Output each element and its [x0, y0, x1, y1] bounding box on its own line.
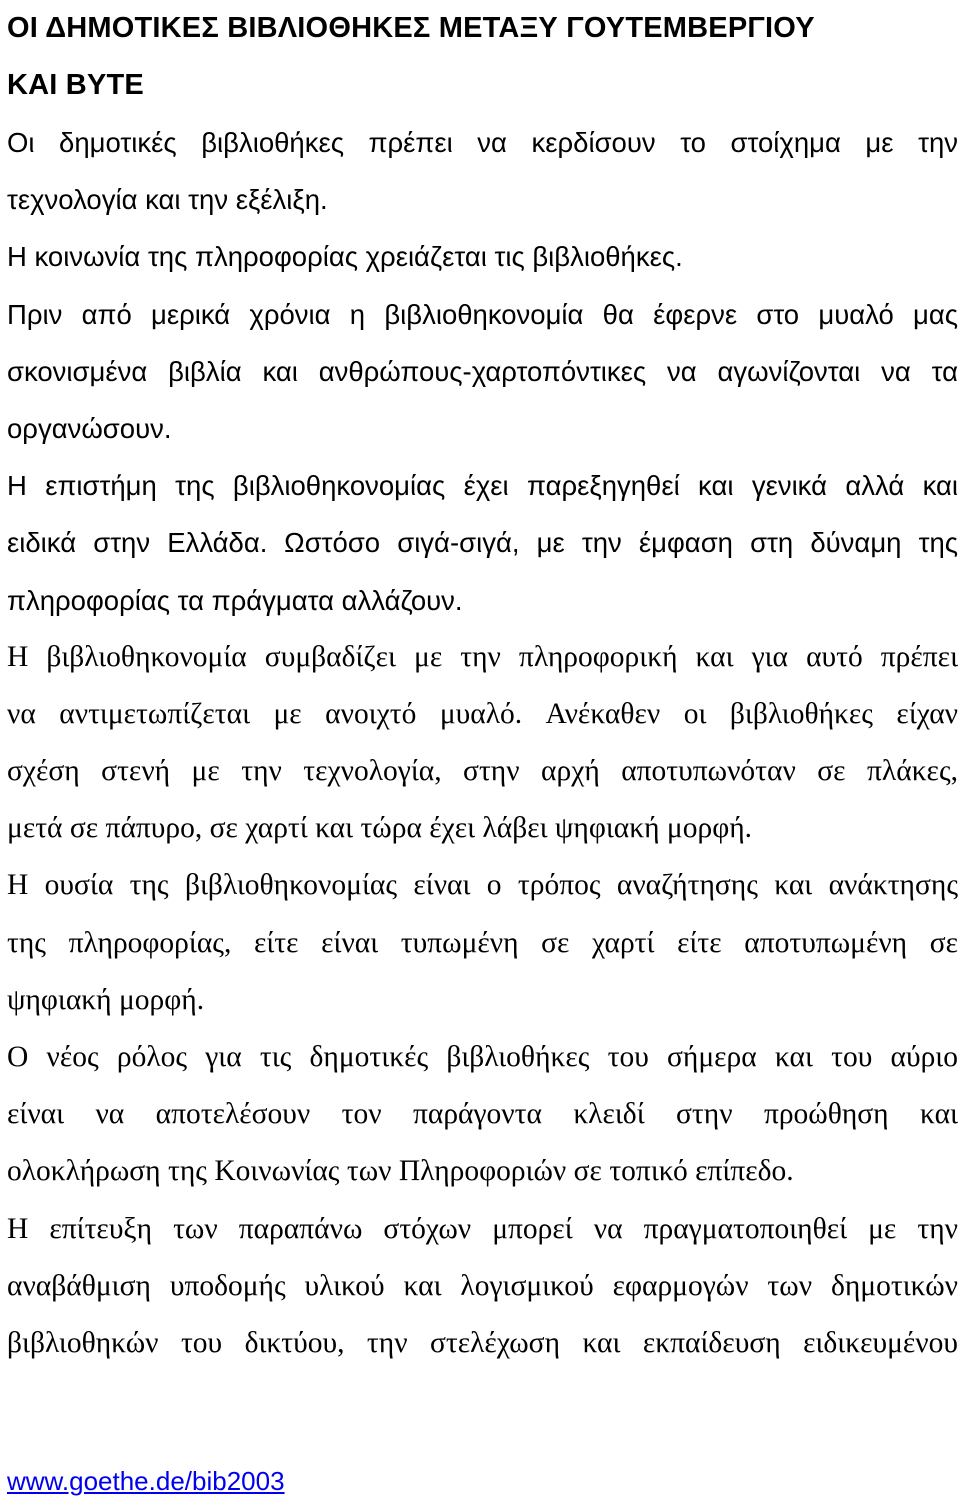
paragraph-line: ψηφιακή μορφή.	[7, 983, 205, 1016]
paragraph-line: Η κοινωνία της πληροφορίας χρειάζεται τις βιβλιοθήκες.	[7, 241, 683, 273]
paragraph-segment: Ωστόσο σιγά-σιγά, με την έμφαση στη δύναμη της	[284, 527, 959, 559]
footer-link[interactable]: www.goethe.de/bib2003	[7, 1466, 285, 1496]
paragraph-line-mixed	[7, 686, 958, 743]
paragraph-line-mixed	[7, 514, 958, 571]
paragraph-line: της πληροφορίας, είτε είναι τυπωμένη σε χαρτί είτε αποτυπωμένη σε	[7, 926, 958, 959]
paragraph-line: τεχνολογία και την εξέλιξη.	[7, 184, 328, 216]
paragraph-segment: ειδικά στην Ελλάδα.	[7, 527, 268, 559]
paragraph-line: Πριν από μερικά χρόνια η βιβλιοθηκονομία θα έφερνε στο μυαλό μας	[7, 298, 958, 330]
document-title-line-2: ΚΑΙ ΒΥΤΕ	[7, 69, 144, 101]
paragraph-line: σχέση στενή με την τεχνολογία, στην αρχή αποτυπωνόταν σε πλάκες,	[7, 755, 958, 788]
paragraph-line: σκονισμένα βιβλία και ανθρώπους-χαρτοπόντικες να αγωνίζονται να τα	[7, 355, 958, 387]
paragraph-line: οργανώσουν.	[7, 412, 172, 444]
paragraph-line: βιβλιοθηκών του δικτύου, την στελέχωση και εκπαίδευση ειδικευμένου	[7, 1326, 958, 1359]
paragraph-line: πληροφορίας τα πράγματα αλλάζουν.	[7, 584, 463, 616]
paragraph-line: Ο νέος ρόλος για τις δημοτικές βιβλιοθήκες του σήμερα και του αύριο	[7, 1041, 958, 1073]
paragraph-line: Οι δημοτικές βιβλιοθήκες πρέπει να κερδίσουν το στοίχημα με την	[7, 127, 958, 158]
document-body	[7, 0, 958, 1372]
paragraph-line: ολοκλήρωση της Κοινωνίας των Πληροφοριών σε τοπικό επίπεδο.	[7, 1155, 794, 1188]
paragraph-line: Η ουσία της βιβλιοθηκονομίας είναι ο τρόπος αναζήτησης και ανάκτησης	[7, 869, 958, 902]
paragraph-line: Η επιστήμη της βιβλιοθηκονομίας έχει παρεξηγηθεί και γενικά αλλά και	[7, 470, 958, 502]
paragraph-line: αναβάθμιση υποδομής υλικού και λογισμικού εφαρμογών των δημοτικών	[7, 1269, 958, 1302]
paragraph-line: μετά σε πάπυρο, σε χαρτί και τώρα έχει λάβει ψηφιακή μορφή.	[7, 812, 753, 845]
paragraph-line: Η βιβλιοθηκονομία συμβαδίζει με την πληροφορική και για αυτό πρέπει	[7, 640, 958, 673]
paragraph-segment: να αντιμετωπίζεται με ανοιχτό μυαλό.	[7, 697, 523, 730]
paragraph-segment: Ανέκαθεν οι βιβλιοθήκες είχαν	[545, 697, 958, 730]
document-title-line-1: ΟΙ ΔΗΜΟΤΙΚΕΣ ΒΙΒΛΙΟΘΗΚΕΣ ΜΕΤΑΞΥ ΓΟΥΤΕΜΒΕΡΓΙΟΥ	[7, 12, 815, 44]
paragraph-line: Η επίτευξη των παραπάνω στόχων μπορεί να πραγματοποιηθεί με την	[7, 1212, 958, 1245]
paragraph-line: είναι να αποτελέσουν τον παράγοντα κλειδί στην προώθηση και	[7, 1098, 958, 1131]
